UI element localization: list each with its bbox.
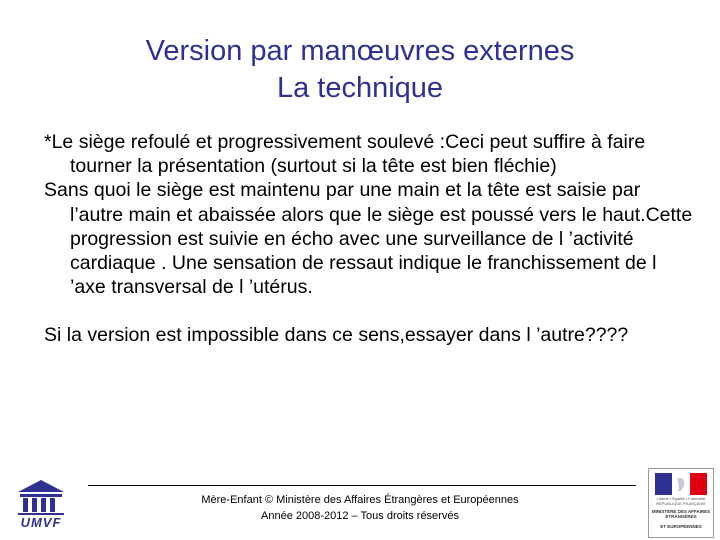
ministry-name-line1: MINISTÈRE DES AFFAIRES ÉTRANGÈRES [651,509,711,519]
footer-divider [88,485,636,486]
marianne-flag-icon [655,473,707,495]
slide-title-line1: Version par manœuvres externes [145,35,575,67]
footer-copyright [150,492,570,524]
slide-title [0,33,720,107]
body-paragraph-2: Sans quoi le siège est maintenu par une main et la tête est saisie par l’autre main et abaissée alors que le siège est poussé vers le haut.Cette progression est suivie en écho avec une surveillance de l ’activité cardiaque . Une sensation de ressaut indique le franchissement de l ’axe transversal de l ’utérus. [44,179,693,299]
slide-body [44,130,694,348]
footer-line1: Mère-Enfant © Ministère des Affaires Étrangères et Européennes [201,494,519,506]
ministry-motto: Liberté • Égalité • Fraternité RÉPUBLIQUE FRANÇAISE [656,496,706,506]
paragraph-spacer [44,299,694,323]
footer-line2: Année 2008-2012 – Tous droits réservés [261,510,459,522]
ministry-name-line2: ET EUROPÉENNES [660,524,702,529]
body-paragraph-3: Si la version est impossible dans ce sens,essayer dans l ’autre???? [44,324,629,347]
ministry-logo [648,468,714,538]
umvf-logo-text: UMVF [20,515,62,530]
body-paragraph-1: *Le siège refoulé et progressivement soulevé :Ceci peut suffire à faire tourner la présentation (surtout si la tête est bien fléchie) [44,131,646,178]
slide-title-line2: La technique [276,72,444,104]
